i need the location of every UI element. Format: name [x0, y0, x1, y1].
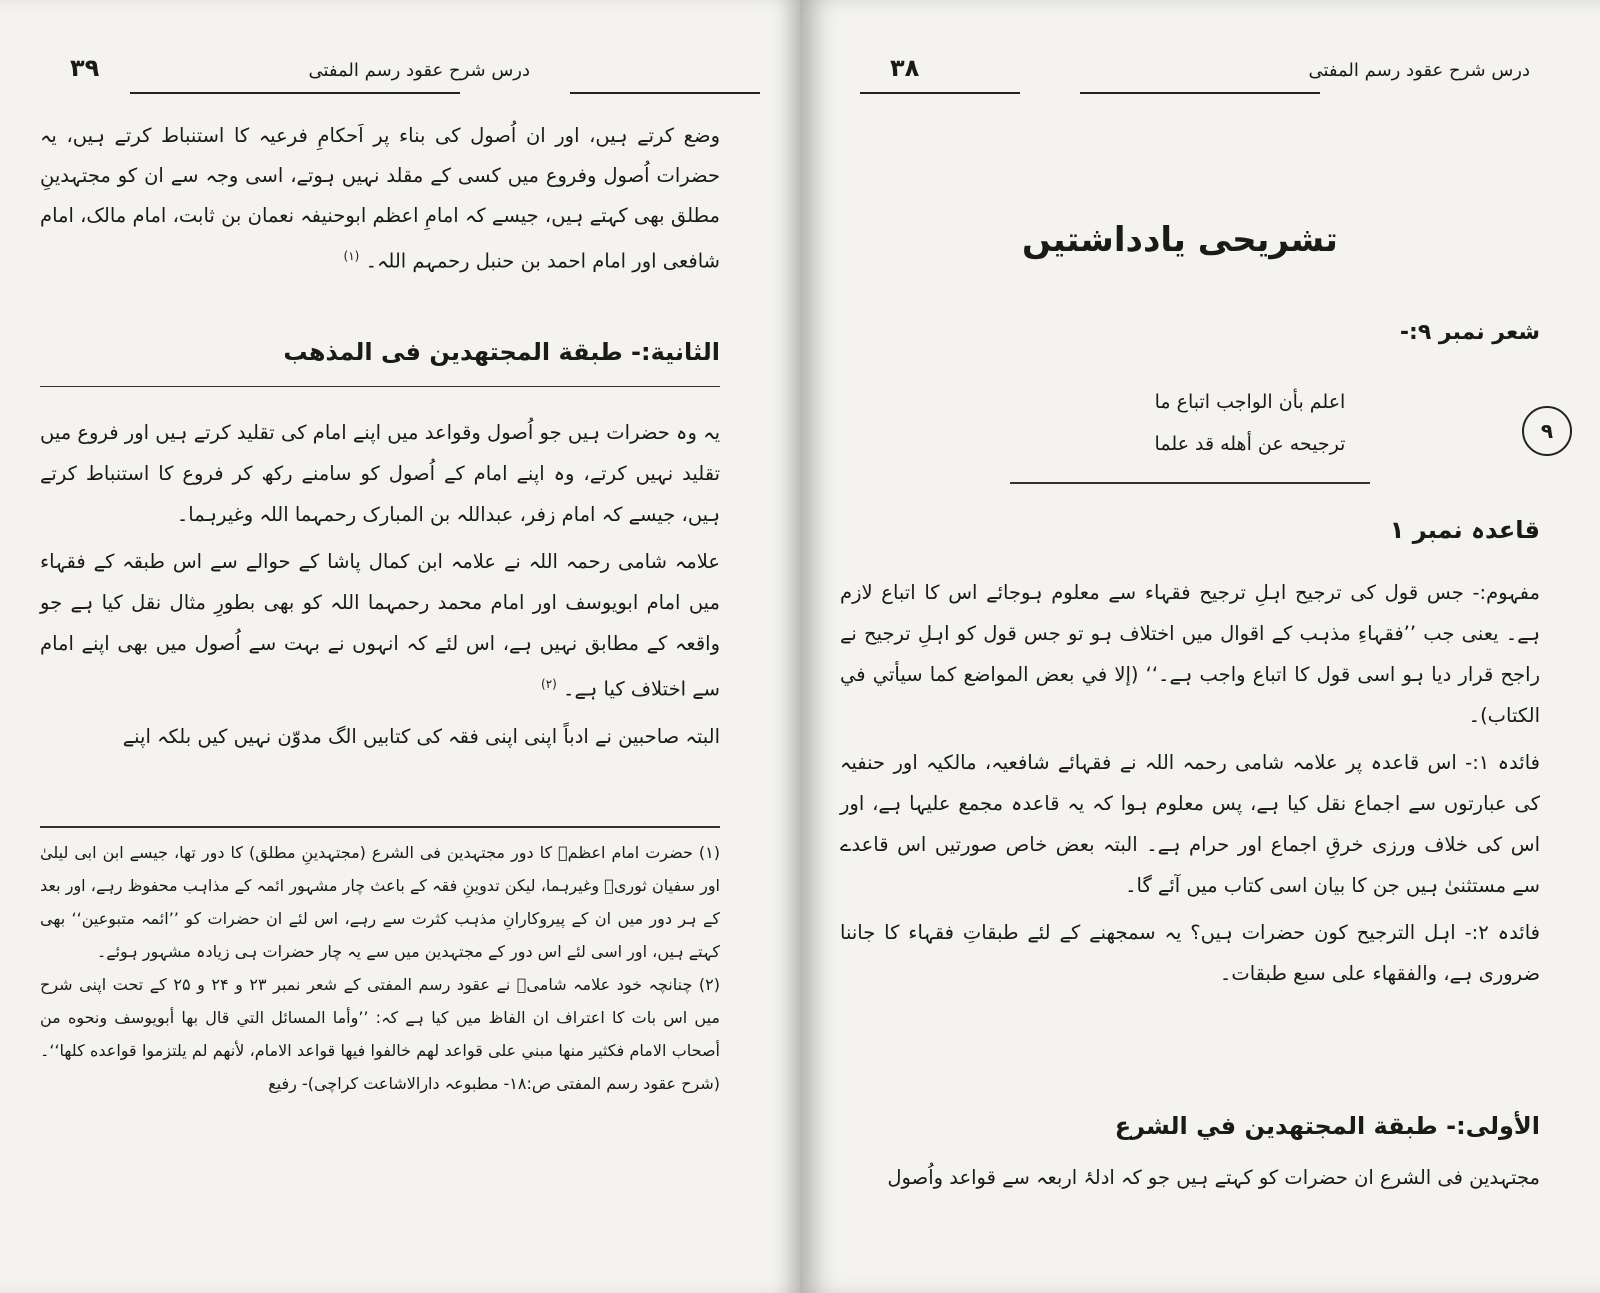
paragraph: فائدہ ۲:- اہل الترجیح کون حضرات ہیں؟ یہ سمجھنے کے لئے طبقاتِ فقہاء کا جاننا ضروری ہے، والفقهاء على سبع طبقات۔	[840, 921, 1540, 985]
footnotes	[40, 836, 720, 1100]
rule-body	[840, 572, 1540, 1000]
section-heading: الأولى:- طبقة المجتهدين في الشرع	[1114, 1112, 1540, 1140]
page-number: ۳۸	[890, 54, 920, 82]
verse-label: شعر نمبر ۹:-	[1399, 320, 1540, 345]
verse-block	[1010, 384, 1554, 494]
last-paragraph: مجتہدین فی الشرع ان حضرات کو کہتے ہیں جو کہ ادلۂ اربعہ سے قواعد واُصول	[887, 1166, 1540, 1189]
verse-line: اعلم بأن الواجب اتباع ما	[1154, 391, 1346, 413]
footnote: (۲) چنانچہ خود علامہ شامیؒ نے عقود رسم المفتی کے شعر نمبر ۲۳ و ۲۴ و ۲۵ کے تحت اپنی شرح میں اس بات کا اعتراف ان الفاظ میں کیا ہے کہ: ’’وأما المسائل التي قال بها أبويوسف ونحوه من أصحاب الامام فكثير منها مبني على قواعد لهم خالفوا فيها قواعد الامام، لأنهم لم يلتزموا قواعده كلها‘‘۔ (شرح عقود رسم المفتی ص:۱۸- مطبوعہ دارالاشاعت کراچی)- رفیع	[40, 975, 720, 1093]
running-title: درس شرح عقود رسم المفتی	[308, 60, 530, 81]
page-header	[40, 54, 760, 94]
footnote-marker: (۲)	[541, 677, 557, 691]
page-number: ۳۹	[70, 54, 100, 82]
verse-underline	[1010, 482, 1370, 484]
header-rule-left	[860, 92, 1020, 94]
page-header	[840, 54, 1560, 94]
section-body	[40, 412, 720, 763]
paragraph: یہ وہ حضرات ہیں جو اُصول وقواعد میں اپنے امام کی تقلید کرتے ہیں اور فروع میں تقلید نہیں کرتے، وہ اپنے امام کے اُصول کو سامنے رکھ کر فروع کا استنباط کرتے ہیں، جیسے کہ امام زفر، عبداللہ بن المبارک رحمہما اللہ وغیرہما۔	[40, 421, 720, 526]
header-rule-right	[570, 92, 760, 94]
heading-underline	[40, 386, 720, 387]
main-title: تشریحی یادداشتیں	[1022, 220, 1338, 260]
running-title: درس شرح عقود رسم المفتی	[1308, 60, 1530, 81]
header-rule-left	[130, 92, 460, 94]
paragraph: فائدہ ۱:- اس قاعدہ پر علامہ شامی رحمہ اللہ نے فقہائے شافعیہ، مالکیہ اور حنفیہ کی عبارتوں سے اجماع نقل کیا ہے، پس معلوم ہوا کہ یہ قاعدہ مجمع علیہا ہے، اور اس کی خلاف ورزی خرقِ اجماع اور حرام ہے۔ البتہ بعض خاص صورتیں اس قاعدے سے مستثنیٰ ہیں جن کا بیان اسی کتاب میں آئے گا۔	[840, 751, 1540, 897]
footnote-separator	[40, 826, 720, 828]
verse-line: ترجيحه عن أهله قد علما	[1154, 433, 1346, 455]
footnote: (۱) حضرت امام اعظمؒ کا دور مجتہدین فی الشرع (مجتہدینِ مطلق) کا دور تھا، جیسے ابن ابی لیلیٰ اور سفیان ثوریؒ وغیرہما، لیکن تدوینِ فقہ کے باعث چار مشہور ائمہ کے مذاہب محفوظ رہے، اور بعد کے ہر دور میں ان کے پیروکارانِ مذہب کثرت سے رہے، اس لئے ان حضرات کو ’’ائمہ متبوعین‘‘ بھی کہتے ہیں، اور اسی لئے اس دور کے مجتہدین میں سے یہ چار حضرات ہی زیادہ مشہور ہوئے۔	[40, 843, 720, 961]
footnote-marker: (۱)	[343, 249, 360, 263]
rule-heading: قاعدہ نمبر ۱	[1389, 516, 1540, 544]
paragraph: علامہ شامی رحمہ اللہ نے علامہ ابن کمال پاشا کے حوالے سے اس طبقہ کے فقہاء میں امام ابویوسف اور امام محمد رحمہما اللہ کو بھی بطورِ مثال نقل کیا ہے جو واقعہ کے مطابق نہیں ہے، اس لئے کہ انہوں نے بہت سے اُصول میں بھی اپنے امام سے اختلاف کیا ہے۔ $^{(۲)}$	[40, 550, 720, 701]
section-heading: الثانیة:- طبقة المجتهدين فی المذهب	[283, 338, 720, 366]
intro-paragraph: وضع کرتے ہیں، اور ان اُصول کی بناء پر اَحکامِ فرعیہ کا استنباط کرتے ہیں، یہ حضرات اُصول وفروع میں کسی کے مقلد نہیں ہوتے، اسی وجہ سے ان کو مجتہدینِ مطلق بھی کہتے ہیں، جیسے کہ امامِ اعظم ابوحنیفہ نعمان بن ثابت، امام مالک، امام شافعی اور امام احمد بن حنبل رحمہم اللہ۔ $^{(۱)}$	[40, 124, 720, 273]
paragraph: البتہ صاحبین نے ادباً اپنی اپنی فقہ کی کتابیں الگ مدوّن نہیں کیں بلکہ اپنے	[122, 724, 720, 748]
verse-number-circle: ۹	[1522, 406, 1572, 456]
paragraph: مفہوم:- جس قول کی ترجیح اہلِ ترجیح فقہاء سے معلوم ہوجائے اس کا اتباع لازم ہے۔ یعنی جب ’’فقہاءِ مذہب کے اقوال میں اختلاف ہو تو جس قول کو اہلِ ترجیح نے راجح قرار دیا ہو اسی قول کا اتباع واجب ہے۔‘‘ (إلا في بعض المواضع كما سيأتي في الكتاب)۔	[840, 581, 1540, 727]
header-rule-right	[1080, 92, 1320, 94]
right-page	[800, 0, 1600, 1293]
